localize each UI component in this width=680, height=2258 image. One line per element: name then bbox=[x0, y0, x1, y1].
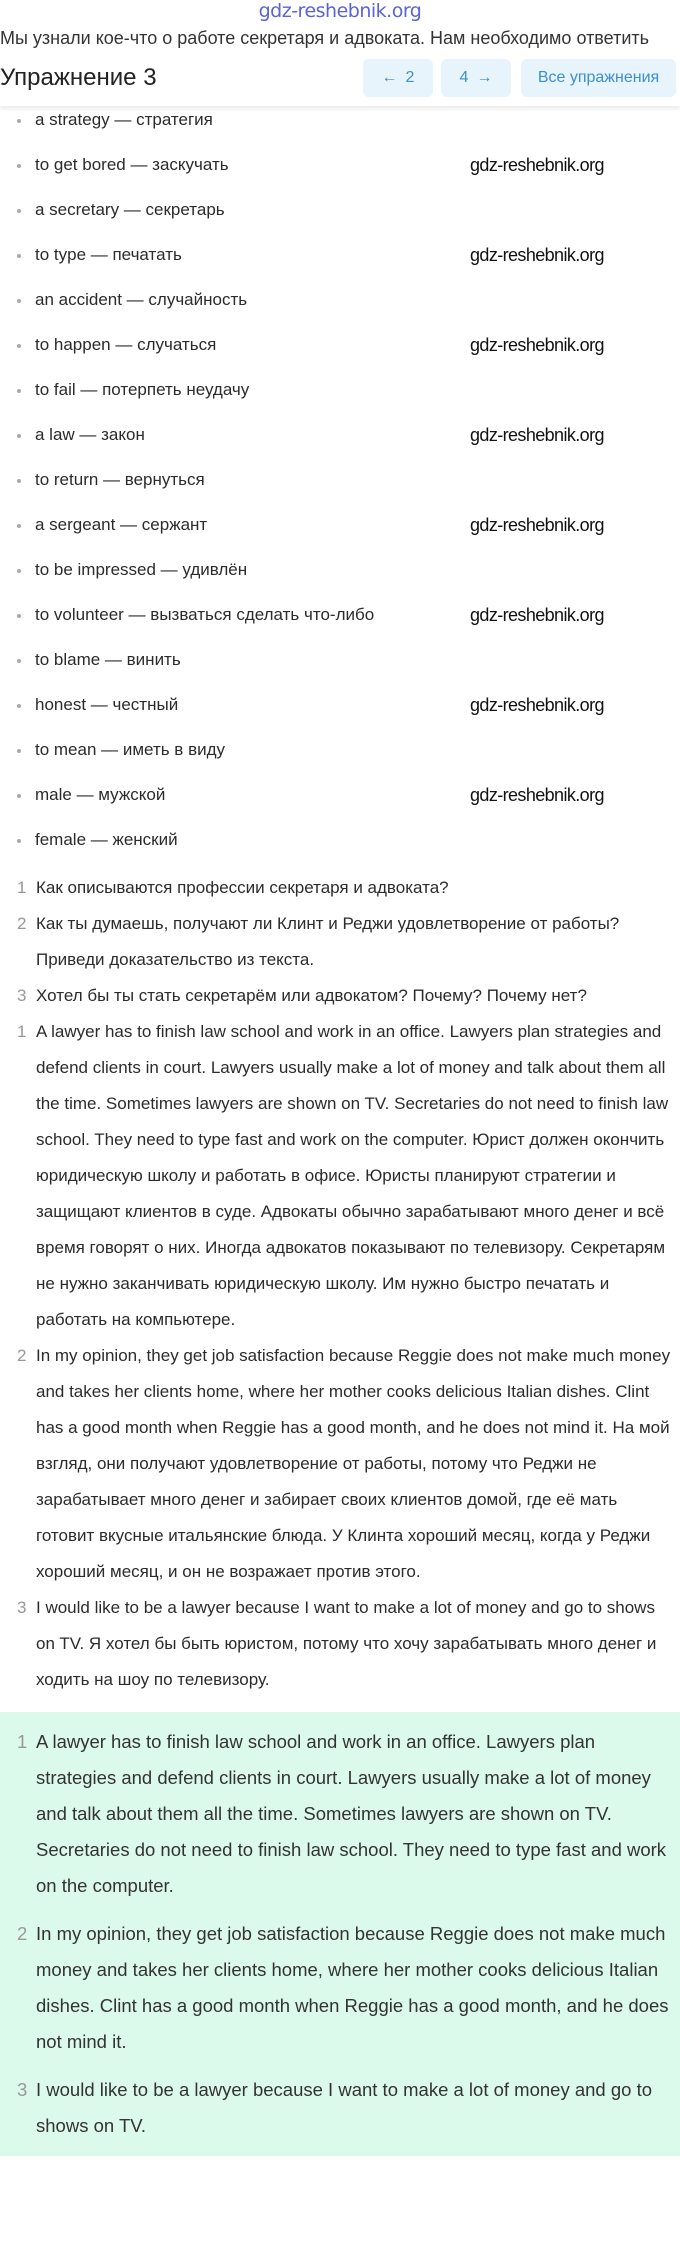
question-number: 2 bbox=[17, 914, 27, 933]
vocab-item bbox=[17, 695, 178, 715]
vocab-item bbox=[17, 245, 182, 265]
exercise-header bbox=[0, 50, 680, 106]
question-item bbox=[0, 978, 680, 1014]
answer-item bbox=[0, 1590, 680, 1698]
vocab-text: to fail — потерпеть неудачу bbox=[35, 380, 250, 399]
watermark-text: gdz-reshebnik.org bbox=[470, 155, 604, 175]
green-answer-item bbox=[0, 2072, 680, 2144]
vocab-item bbox=[17, 110, 213, 130]
vocab-item bbox=[17, 560, 247, 580]
vocab-text: to volunteer — вызваться сделать что-либо bbox=[35, 605, 375, 624]
bullet-icon bbox=[17, 749, 21, 753]
question-item bbox=[0, 906, 680, 942]
vocab-item bbox=[17, 335, 216, 355]
question-text: Как описываются профессии секретаря и адвоката? bbox=[36, 878, 449, 897]
intro-text: Мы узнали кое-что о работе секретаря и адвоката. Нам необходимо ответить bbox=[0, 28, 650, 48]
vocab-item bbox=[17, 830, 178, 850]
arrow-left-icon: ← bbox=[381, 69, 398, 86]
green-answer-item bbox=[0, 1724, 680, 1904]
bullet-icon bbox=[17, 704, 21, 708]
watermark-text: gdz-reshebnik.org bbox=[470, 785, 604, 805]
next-exercise-button[interactable] bbox=[441, 59, 511, 97]
answer-number: 1 bbox=[17, 1731, 28, 1752]
vocab-item bbox=[17, 200, 225, 220]
vocab-text: to happen — случаться bbox=[35, 335, 217, 354]
answer-text: I would like to be a lawyer because I want to make a lot of money and go to shows on TV. bbox=[36, 2079, 652, 2136]
vocab-item bbox=[17, 290, 247, 310]
question-item bbox=[0, 870, 680, 906]
question-number: 1 bbox=[17, 878, 27, 897]
answer-item bbox=[0, 1014, 680, 1338]
vocab-text: a sergeant — сержант bbox=[35, 515, 208, 534]
question-text: Как ты думаешь, получают ли Клинт и Реджи удовлетворение от работы? bbox=[36, 914, 620, 933]
answer-panel bbox=[0, 1712, 680, 2156]
bullet-icon bbox=[17, 389, 21, 393]
vocab-item bbox=[17, 515, 207, 535]
answer-number: 3 bbox=[17, 2079, 28, 2100]
answer-text: A lawyer has to finish law school and work in an office. Lawyers plan strategies and defend clients in court. Lawyers usually make a lot of money and talk about them all the time. Sometimes lawyers are shown on TV. Secretaries do not need to finish law school. They need to type fast and work on the computer. Юрист должен окончить юридическую школу и работать в офисе. Юристы планируют стратегии и защищают клиентов в суде. Адвокаты обычно зарабатывают много денег и всё время говорят о них. Иногда адвокатов показывают по телевизору. Секретарям не нужно заканчивать юридическую школу. Им нужно быстро печатать и работать на компьютере. bbox=[36, 1022, 669, 1329]
vocab-item bbox=[17, 740, 225, 760]
all-exercises-label: Все упражнения bbox=[537, 69, 660, 86]
vocab-text: to mean — иметь в виду bbox=[35, 740, 226, 759]
answer-number: 1 bbox=[17, 1022, 27, 1041]
vocab-item bbox=[17, 605, 374, 625]
watermark-text: gdz-reshebnik.org bbox=[470, 515, 604, 535]
vocab-text: male — мужской bbox=[35, 785, 166, 804]
watermark-text: gdz-reshebnik.org bbox=[470, 245, 604, 265]
vocab-text: to blame — винить bbox=[35, 650, 181, 669]
vocab-text: to return — вернуться bbox=[35, 470, 205, 489]
site-logo-watermark: gdz-reshebnik.org bbox=[258, 0, 422, 22]
answer-text: A lawyer has to finish law school and work in an office. Lawyers plan strategies and defend clients in court. Lawyers usually make a lot of money and talk about them all the time. Sometimes lawyers are shown on TV. Secretaries do not need to finish law school. They need to type fast and work on the computer. bbox=[36, 1731, 667, 1896]
question-number: 3 bbox=[17, 986, 27, 1005]
answer-number: 3 bbox=[17, 1598, 27, 1617]
answer-text: In my opinion, they get job satisfaction because Reggie does not make much money and takes her clients home, where her mother cooks delicious Italian dishes. Clint has a good month when Reggie has a good month, and he does not mind it. bbox=[36, 1923, 669, 2052]
vocab-text: to type — печатать bbox=[35, 245, 182, 264]
vocab-item bbox=[17, 650, 181, 670]
prev-exercise-button[interactable] bbox=[363, 59, 433, 97]
bullet-icon bbox=[17, 839, 21, 843]
bullet-icon bbox=[17, 614, 21, 618]
vocab-text: a law — закон bbox=[35, 425, 145, 444]
answer-text: In my opinion, they get job satisfaction because Reggie does not make much money and takes her clients home, where her mother cooks delicious Italian dishes. Clint has a good month when Reggie has a good month, and he does not mind it. На мой взгляд, они получают удовлетворение от работы, потому что Реджи не зарабатывает много денег и забирает своих клиентов домой, где её мать готовит вкусные итальянские блюда. У Клинта хороший месяц, когда у Реджи хороший месяц, и он не возражает против этого. bbox=[36, 1346, 671, 1581]
bullet-icon bbox=[17, 299, 21, 303]
vocab-text: honest — честный bbox=[35, 695, 179, 714]
content-flow bbox=[0, 870, 680, 2156]
bullet-icon bbox=[17, 659, 21, 663]
vocab-text: to be impressed — удивлён bbox=[35, 560, 248, 579]
vocab-item bbox=[17, 470, 205, 490]
bullet-icon bbox=[17, 164, 21, 168]
vocab-text: a strategy — стратегия bbox=[35, 110, 213, 129]
vocab-text: a secretary — секретарь bbox=[35, 200, 225, 219]
bullet-icon bbox=[17, 794, 21, 798]
watermark-text: gdz-reshebnik.org bbox=[470, 335, 604, 355]
bullet-icon bbox=[17, 344, 21, 348]
page-title: Упражнение 3 bbox=[0, 64, 157, 91]
watermark-text: gdz-reshebnik.org bbox=[470, 425, 604, 445]
vocab-text: an accident — случайность bbox=[35, 290, 248, 309]
vocab-item bbox=[17, 785, 165, 805]
vocab-text: female — женский bbox=[35, 830, 178, 849]
bullet-icon bbox=[17, 524, 21, 528]
vocab-text: to get bored — заскучать bbox=[35, 155, 229, 174]
bullet-icon bbox=[17, 119, 21, 123]
green-answer-item bbox=[0, 1916, 680, 2060]
vocab-item bbox=[17, 380, 249, 400]
questions-list bbox=[0, 870, 680, 1014]
bullet-icon bbox=[17, 569, 21, 573]
answer-text: I would like to be a lawyer because I want to make a lot of money and go to shows on TV. Я хотел бы быть юристом, потому что хочу зарабатывать много денег и ходить на шоу по телевизору. bbox=[36, 1598, 657, 1689]
question-continuation: Приведи доказательство из текста. bbox=[36, 950, 315, 969]
answer-item bbox=[0, 1338, 680, 1590]
bullet-icon bbox=[17, 254, 21, 258]
answers-list bbox=[0, 1014, 680, 1698]
arrow-right-icon: → bbox=[476, 69, 493, 86]
bullet-icon bbox=[17, 209, 21, 213]
prev-exercise-number: 2 bbox=[405, 69, 415, 86]
bullet-icon bbox=[17, 479, 21, 483]
answer-number: 2 bbox=[17, 1923, 28, 1944]
watermark-text: gdz-reshebnik.org bbox=[470, 695, 604, 715]
all-exercises-button[interactable] bbox=[521, 59, 676, 97]
vocab-item bbox=[17, 425, 145, 445]
next-exercise-number: 4 bbox=[459, 69, 469, 86]
watermark-text: gdz-reshebnik.org bbox=[470, 605, 604, 625]
question-text: Хотел бы ты стать секретарём или адвокатом? Почему? Почему нет? bbox=[36, 986, 587, 1005]
vocab-item bbox=[17, 155, 229, 175]
bullet-icon bbox=[17, 434, 21, 438]
answer-number: 2 bbox=[17, 1346, 27, 1365]
